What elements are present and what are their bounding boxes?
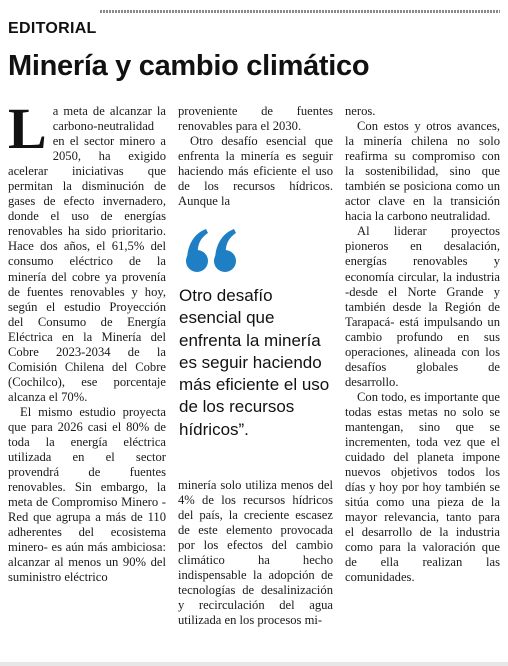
paragraph: neros. — [345, 104, 376, 118]
column-2-top — [178, 104, 333, 220]
paragraph: La meta de alcanzar la carbono-neutralidad en el sector minero a 2050, ha exigido acelerar iniciativas que permitan la disminución de gases de efecto invernadero, donde el uso de energías renovables ha sido prioritario. Hace dos años, el 61,5% del consumo eléctrico de la minería del cobre ya provenía de fuentes renovables y hoy, según el estudio Proyección del Consumo de Energía Eléctrica en la Minería del Cobre 2023-2034 de la Comisión Chilena del Cobre (Cochilco), ese porcentaje alcanza el 70%. — [8, 96, 166, 404]
pull-quote-text: Otro desafío esencial que enfrenta la minería es seguir haciendo más eficiente el uso de los recursos hídricos”. — [179, 286, 330, 439]
paragraph: Con estos y otros avances, la minería chilena no solo reafirma su compromiso con la sostenibilidad, sino que también se posiciona como un actor clave en la transición hacia la carbono neutralidad. — [345, 119, 500, 224]
drop-cap: L — [8, 96, 47, 161]
pull-quote — [176, 228, 338, 468]
section-rule — [100, 10, 500, 13]
paragraph: proveniente de fuentes renovables para el 2030. — [178, 104, 333, 134]
paragraph: Otro desafío esencial que enfrenta la minería es seguir haciendo más eficiente el uso de los recursos hídricos. Aunque la — [178, 134, 333, 209]
paragraph: Al liderar proyectos pioneros en desalación, energías renovables y economía circular, la industria -desde el Norte Grande y también desde la Región de Tarapacá- está impulsando un cambio profundo en sus operaciones, alineada con los desafíos globales de desarrollo. — [345, 224, 500, 389]
column-1 — [8, 96, 166, 656]
section-label: EDITORIAL — [8, 20, 97, 37]
headline: Minería y cambio climático — [8, 50, 370, 82]
paragraph: Con todo, es importante que todas estas metas no solo se mantengan, sino que se incrementen, toda vez que el cuidado del planeta impone nuevos objetivos todos los días y hoy por hoy también se sitúa como una pieza de la mayor relevancia, tanto para el desarrollo de la industria como para la valoración que de ella realizan las comunidades. — [345, 389, 500, 585]
paragraph: minería solo utiliza menos del 4% de los recursos hídricos del país, la creciente escasez de este elemento provocada por los efectos del cambio climático ha hecho indispensable la adopción de tecnologías de desalinización y recirculación del agua utilizada en los procesos mi- — [178, 478, 333, 628]
bottom-rule — [0, 662, 508, 666]
column-3 — [345, 104, 500, 656]
paragraph: El mismo estudio proyecta que para 2026 casi el 80% de toda la energía eléctrica utilizada en el sector provendrá de fuentes renovables. Sin embargo, la meta de Compromiso Minero -Red que agrupa a más de 110 adherentes del ecosistema minero- es aún más ambiciosa: alcanzar al menos un 90% del suministro eléctrico — [8, 404, 166, 585]
section-header — [0, 0, 508, 40]
opening-quote-icon — [184, 228, 240, 276]
column-2-bottom — [178, 478, 333, 656]
